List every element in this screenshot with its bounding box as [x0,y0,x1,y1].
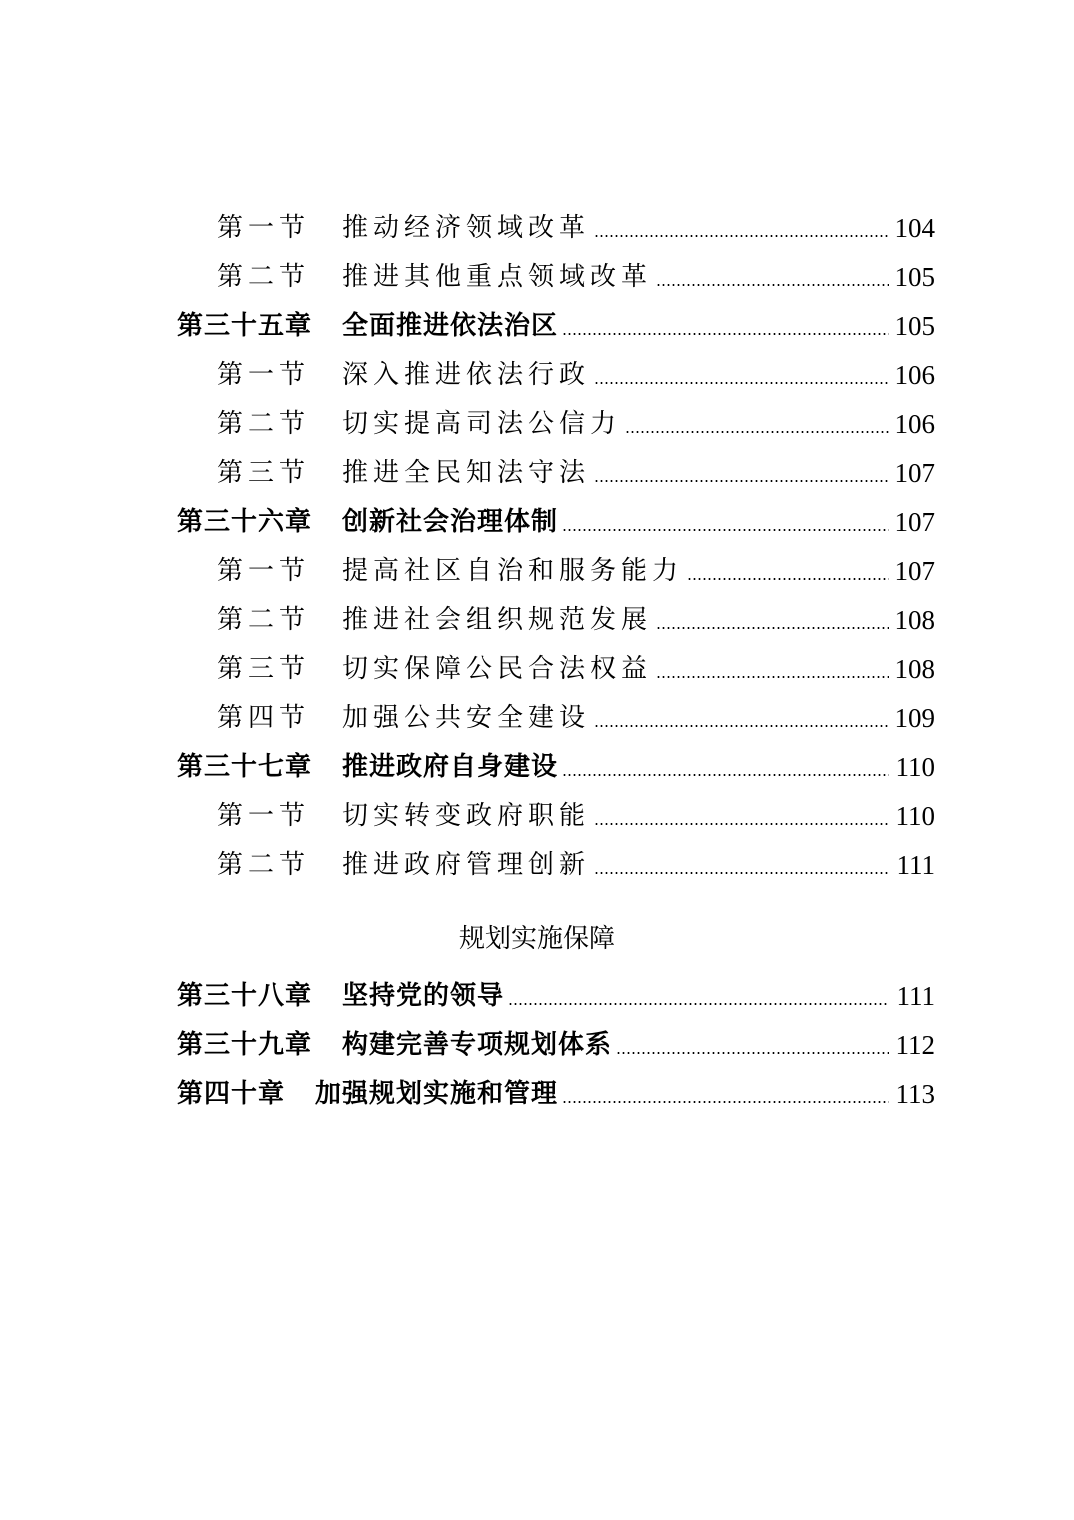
toc-page-number: 109 [894,703,935,733]
dot-leader [562,333,889,335]
toc-entry-number: 第一节 [217,360,311,390]
toc-page-number: 107 [894,507,935,537]
toc-section-entry[interactable] [0,684,1074,733]
toc-entry-number: 第四十章 [177,1079,286,1109]
dot-leader [625,431,889,433]
toc-entry-label [217,360,590,390]
toc-entry-label [177,311,558,341]
toc-entry-number: 第二节 [217,262,311,292]
toc-page-number: 113 [895,1079,935,1109]
toc-entry-title: 切实转变政府职能 [342,801,591,831]
toc-entry-label [177,1079,558,1109]
toc-section-entry[interactable] [0,243,1074,292]
toc-entries [0,194,1074,880]
toc-chapter-entry[interactable] [0,1060,1074,1109]
toc-entry-title: 推进全民知法守法 [342,458,591,488]
toc-entry-number: 第二节 [217,409,311,439]
toc-entry-label [177,752,558,782]
dot-leader [562,774,889,776]
toc-page-number: 107 [894,458,935,488]
dot-leader [508,1003,889,1005]
toc-page-number: 106 [894,360,935,390]
toc-entry-label [217,409,621,439]
toc-entry-title: 坚持党的领导 [342,981,505,1011]
toc-page-number: 112 [895,1030,935,1060]
toc-section-entry[interactable] [0,537,1074,586]
toc-entry-number: 第二节 [217,605,311,635]
dot-leader [594,480,889,482]
toc-page-number: 108 [894,654,935,684]
toc-page-number: 110 [895,752,935,782]
toc-entry-label [217,458,590,488]
toc-chapter-entry[interactable] [0,733,1074,782]
toc-entry-label [177,981,504,1011]
toc-entry-number: 第三十八章 [177,981,313,1011]
toc-entry-label [217,654,652,684]
toc-page-number: 106 [894,409,935,439]
toc-section-entry[interactable] [0,586,1074,635]
toc-entry-label [177,507,558,537]
toc-page-number: 107 [894,556,935,586]
toc-chapter-entry[interactable] [0,292,1074,341]
dot-leader [562,1101,889,1103]
toc-entry-title: 推动经济领域改革 [342,213,591,243]
toc-chapter-entry[interactable] [0,962,1074,1011]
dot-leader [656,676,889,678]
toc-entry-title: 推进政府管理创新 [342,850,591,880]
dot-leader [616,1052,889,1054]
dot-leader [656,627,889,629]
toc-entry-number: 第一节 [217,801,311,831]
toc-section-entry[interactable] [0,341,1074,390]
dot-leader [594,382,889,384]
toc-section-entry[interactable] [0,831,1074,880]
toc-entry-number: 第三节 [217,654,311,684]
toc-page-number: 104 [894,213,935,243]
toc-entry-number: 第一节 [217,213,311,243]
dot-leader [594,872,889,874]
toc-section-entry[interactable] [0,635,1074,684]
dot-leader [687,578,889,580]
dot-leader [594,235,889,237]
toc-entry-number: 第三节 [217,458,311,488]
toc-entry-label [217,605,652,635]
toc-entry-title: 提高社区自治和服务能力 [342,556,684,586]
toc-entry-title: 深入推进依法行政 [342,360,591,390]
toc-part-entries [0,962,1074,1109]
toc-page-number: 105 [894,311,935,341]
table-of-contents [0,194,1074,1109]
toc-entry-number: 第一节 [217,556,311,586]
toc-chapter-entry[interactable] [0,488,1074,537]
dot-leader [562,529,889,531]
toc-section-entry[interactable] [0,390,1074,439]
toc-section-entry[interactable] [0,439,1074,488]
toc-page-number: 108 [894,605,935,635]
toc-entry-title: 切实保障公民合法权益 [342,654,653,684]
toc-page-number: 111 [896,981,935,1011]
toc-entry-label [217,556,683,586]
toc-entry-label [217,801,590,831]
toc-section-entry[interactable] [0,782,1074,831]
toc-entry-title: 加强公共安全建设 [342,703,591,733]
toc-entry-title: 切实提高司法公信力 [342,409,622,439]
toc-entry-label [217,703,590,733]
toc-entry-number: 第三十七章 [177,752,313,782]
toc-entry-number: 第三十六章 [177,507,313,537]
toc-entry-title: 加强规划实施和管理 [315,1079,559,1109]
toc-entry-number: 第四节 [217,703,311,733]
toc-entry-label [217,213,590,243]
toc-section-entry[interactable] [0,194,1074,243]
toc-entry-title: 推进政府自身建设 [342,752,559,782]
toc-entry-number: 第三十五章 [177,311,313,341]
toc-entry-title: 创新社会治理体制 [342,507,559,537]
toc-entry-number: 第二节 [217,850,311,880]
toc-entry-label [217,262,652,292]
part-title: 规划实施保障 [458,924,615,954]
toc-entry-title: 推进社会组织规范发展 [342,605,653,635]
toc-page-number: 105 [894,262,935,292]
toc-entry-title: 构建完善专项规划体系 [342,1030,613,1060]
toc-page-number: 110 [895,801,935,831]
toc-entry-label [217,850,590,880]
toc-page-number: 111 [896,850,935,880]
dot-leader [594,725,889,727]
dot-leader [594,823,889,825]
toc-entry-title: 全面推进依法治区 [342,311,559,341]
toc-entry-label [177,1030,612,1060]
toc-entry-title: 推进其他重点领域改革 [342,262,653,292]
dot-leader [656,284,889,286]
toc-chapter-entry[interactable] [0,1011,1074,1060]
toc-entry-number: 第三十九章 [177,1030,313,1060]
